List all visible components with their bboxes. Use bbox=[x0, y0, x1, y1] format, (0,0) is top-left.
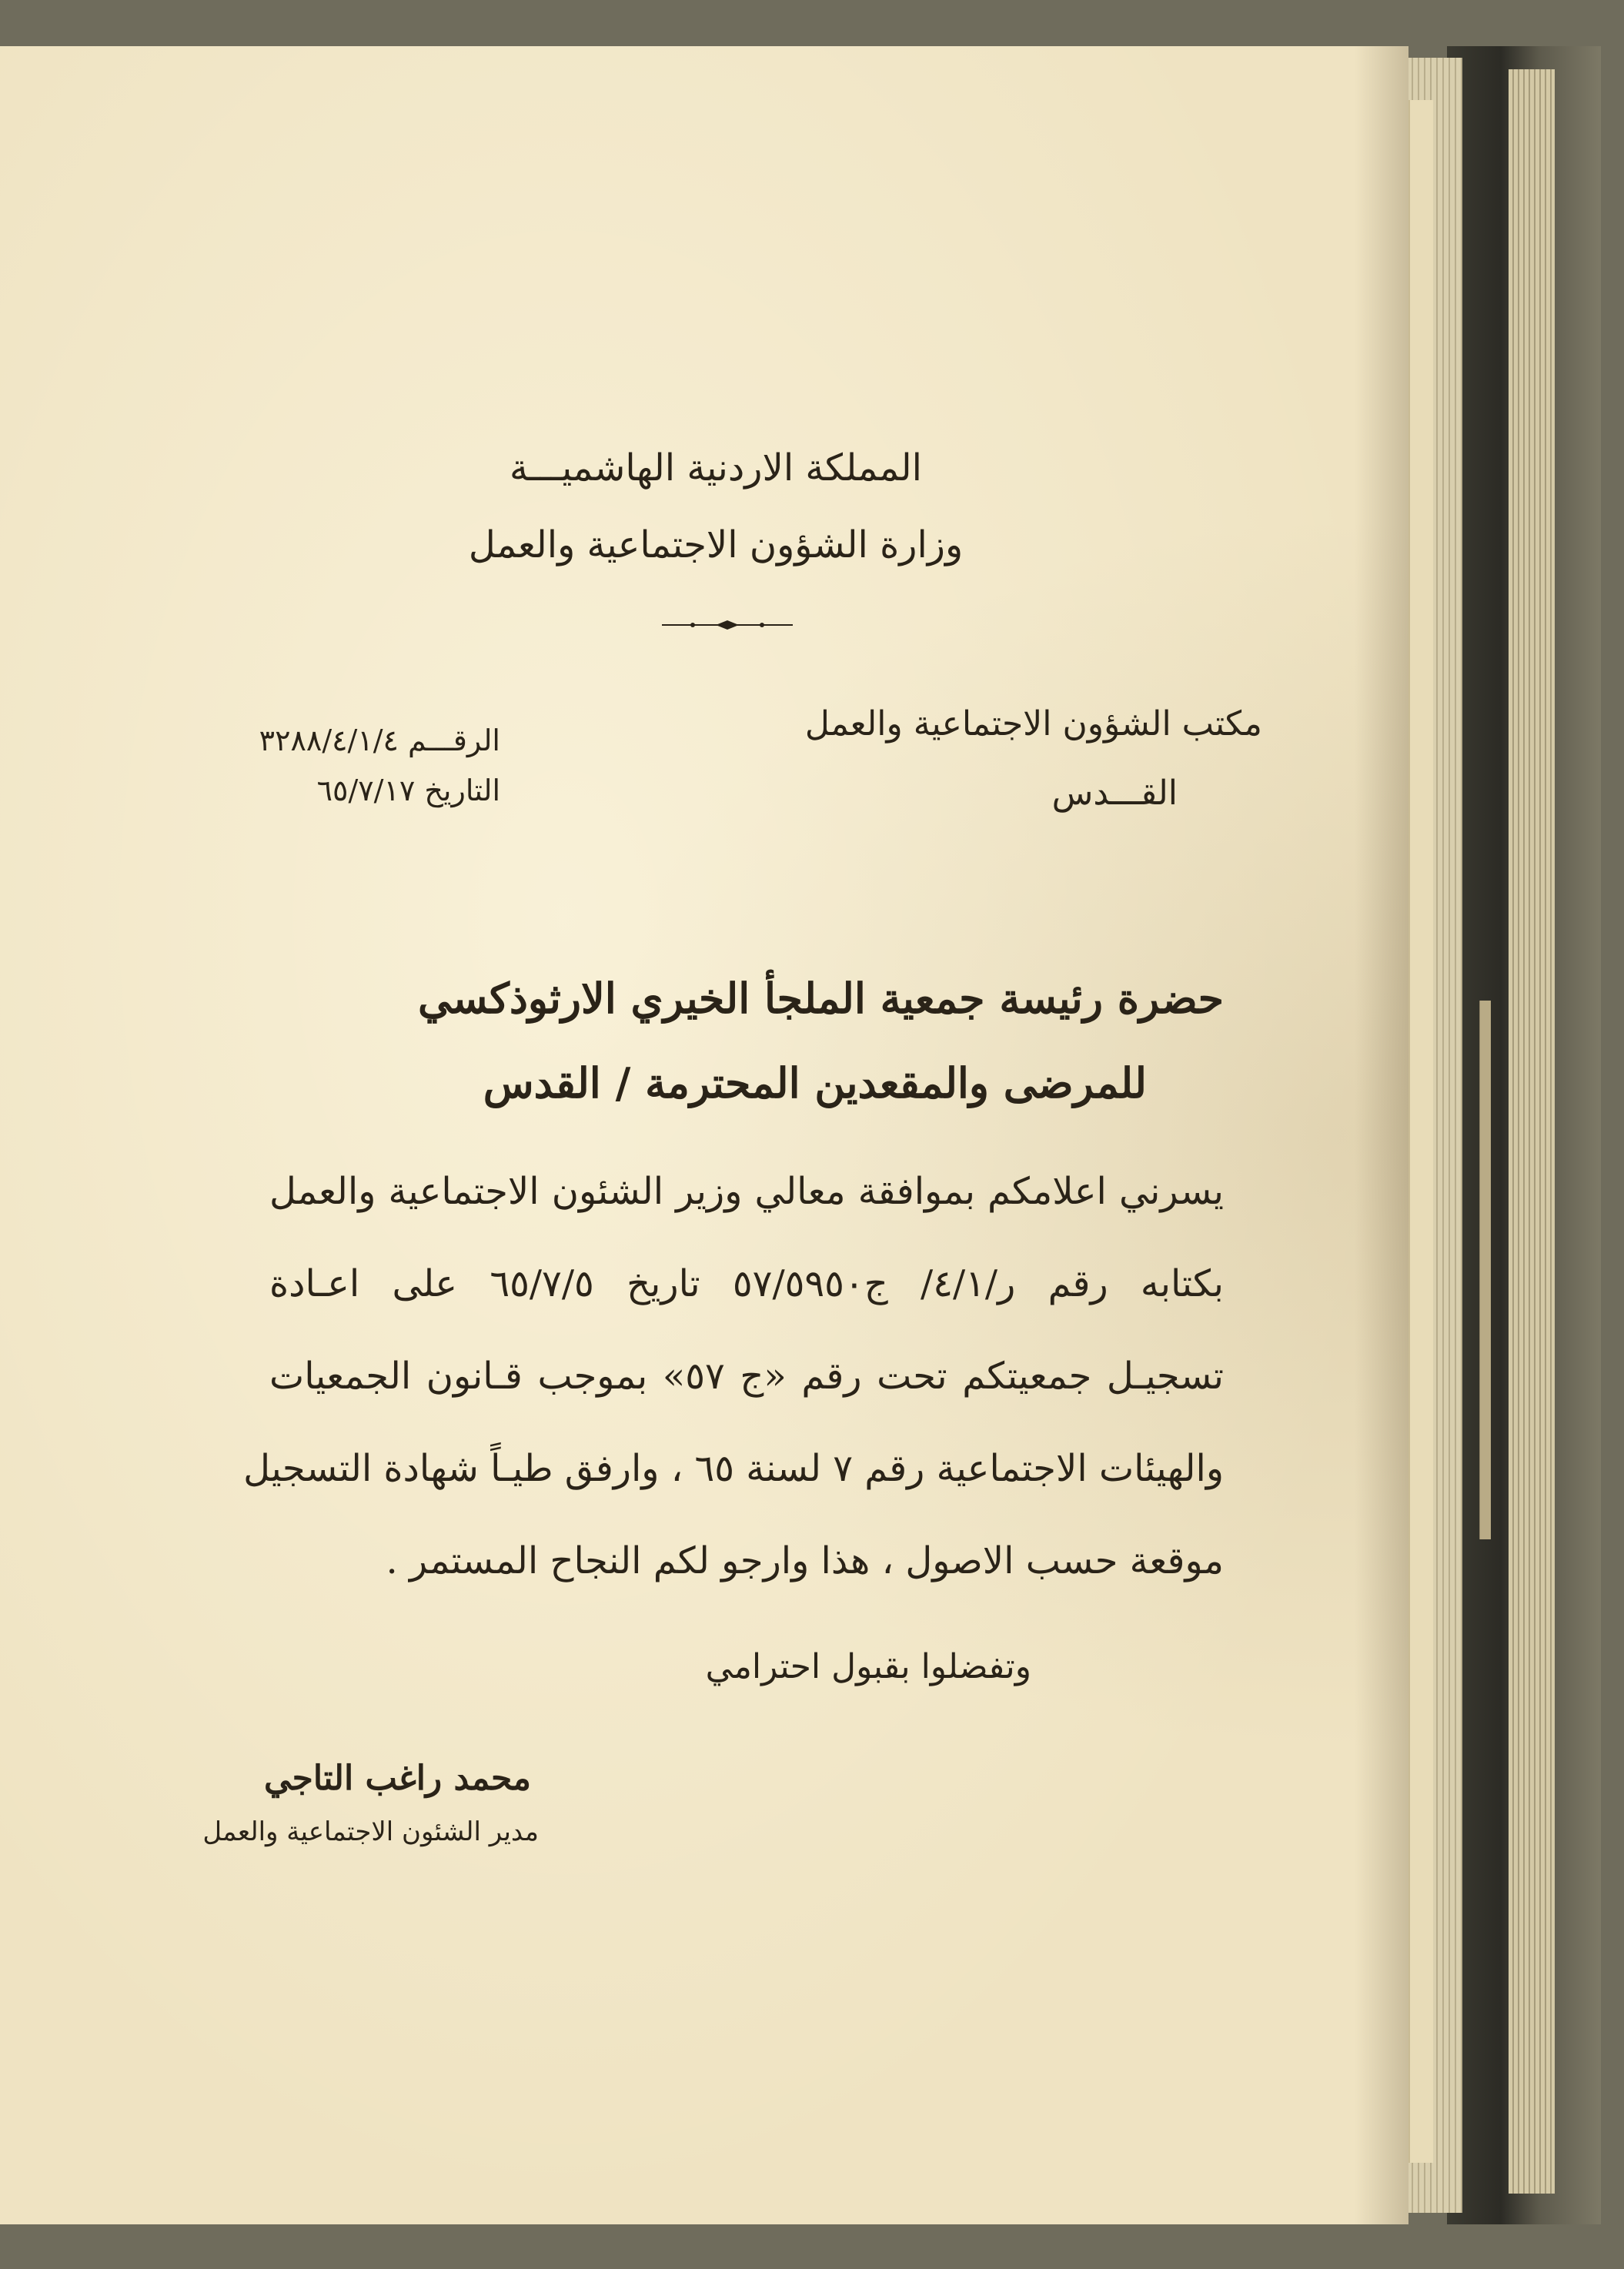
page-edge-tab bbox=[1408, 100, 1433, 2163]
office-name: مكتب الشؤون الاجتماعية والعمل bbox=[804, 704, 1262, 744]
body-line-4: والهيئات الاجتماعية رقم ٧ لسنة ٦٥ ، وارفق طيـاً شهادة التسجيل bbox=[243, 1447, 1224, 1490]
closing-line: وتفضلوا بقبول احترامي bbox=[705, 1647, 1031, 1686]
page-stack-outer-edge bbox=[1509, 69, 1555, 2194]
letterhead-kingdom: المملكة الاردنية الهاشميـــة bbox=[509, 446, 923, 490]
divider-ornament bbox=[662, 620, 793, 630]
addressee-line-2: للمرضى والمقعدين المحترمة / القدس bbox=[483, 1058, 1147, 1108]
body-line-3: تسجيـل جمعيتكم تحت رقم «ج ٥٧» بموجب قـانون الجمعيات bbox=[269, 1355, 1224, 1398]
office-city: القـــدس bbox=[1051, 774, 1178, 813]
signature-title: مدير الشئون الاجتماعية والعمل bbox=[202, 1816, 539, 1847]
addressee-line-1: حضرة رئيسة جمعية الملجأ الخيري الارثوذكسي bbox=[418, 974, 1224, 1023]
page-gutter-shadow bbox=[1355, 46, 1408, 2224]
letterhead-ministry: وزارة الشؤون الاجتماعية والعمل bbox=[468, 523, 964, 566]
body-line-2: بكتابه رقم ر/٤/١/ ج٥٧/٥٩٥٠ تاريخ ٦٥/٧/٥ على اعـادة bbox=[269, 1262, 1224, 1305]
bookmark-ribbon bbox=[1479, 1001, 1491, 1539]
reference-number: الرقـــم ٣٢٨٨/٤/١/٤ bbox=[259, 723, 500, 757]
signature-name: محمد راغب التاجي bbox=[263, 1759, 531, 1798]
body-line-1: يسرني اعلامكم بموافقة معالي وزير الشئون الاجتماعية والعمل bbox=[269, 1170, 1224, 1213]
reference-date: التاريخ ٦٥/٧/١٧ bbox=[316, 774, 500, 807]
document-page bbox=[0, 46, 1408, 2224]
body-line-5: موقعة حسب الاصول ، هذا وارجو لكم النجاح المستمر . bbox=[386, 1539, 1224, 1582]
